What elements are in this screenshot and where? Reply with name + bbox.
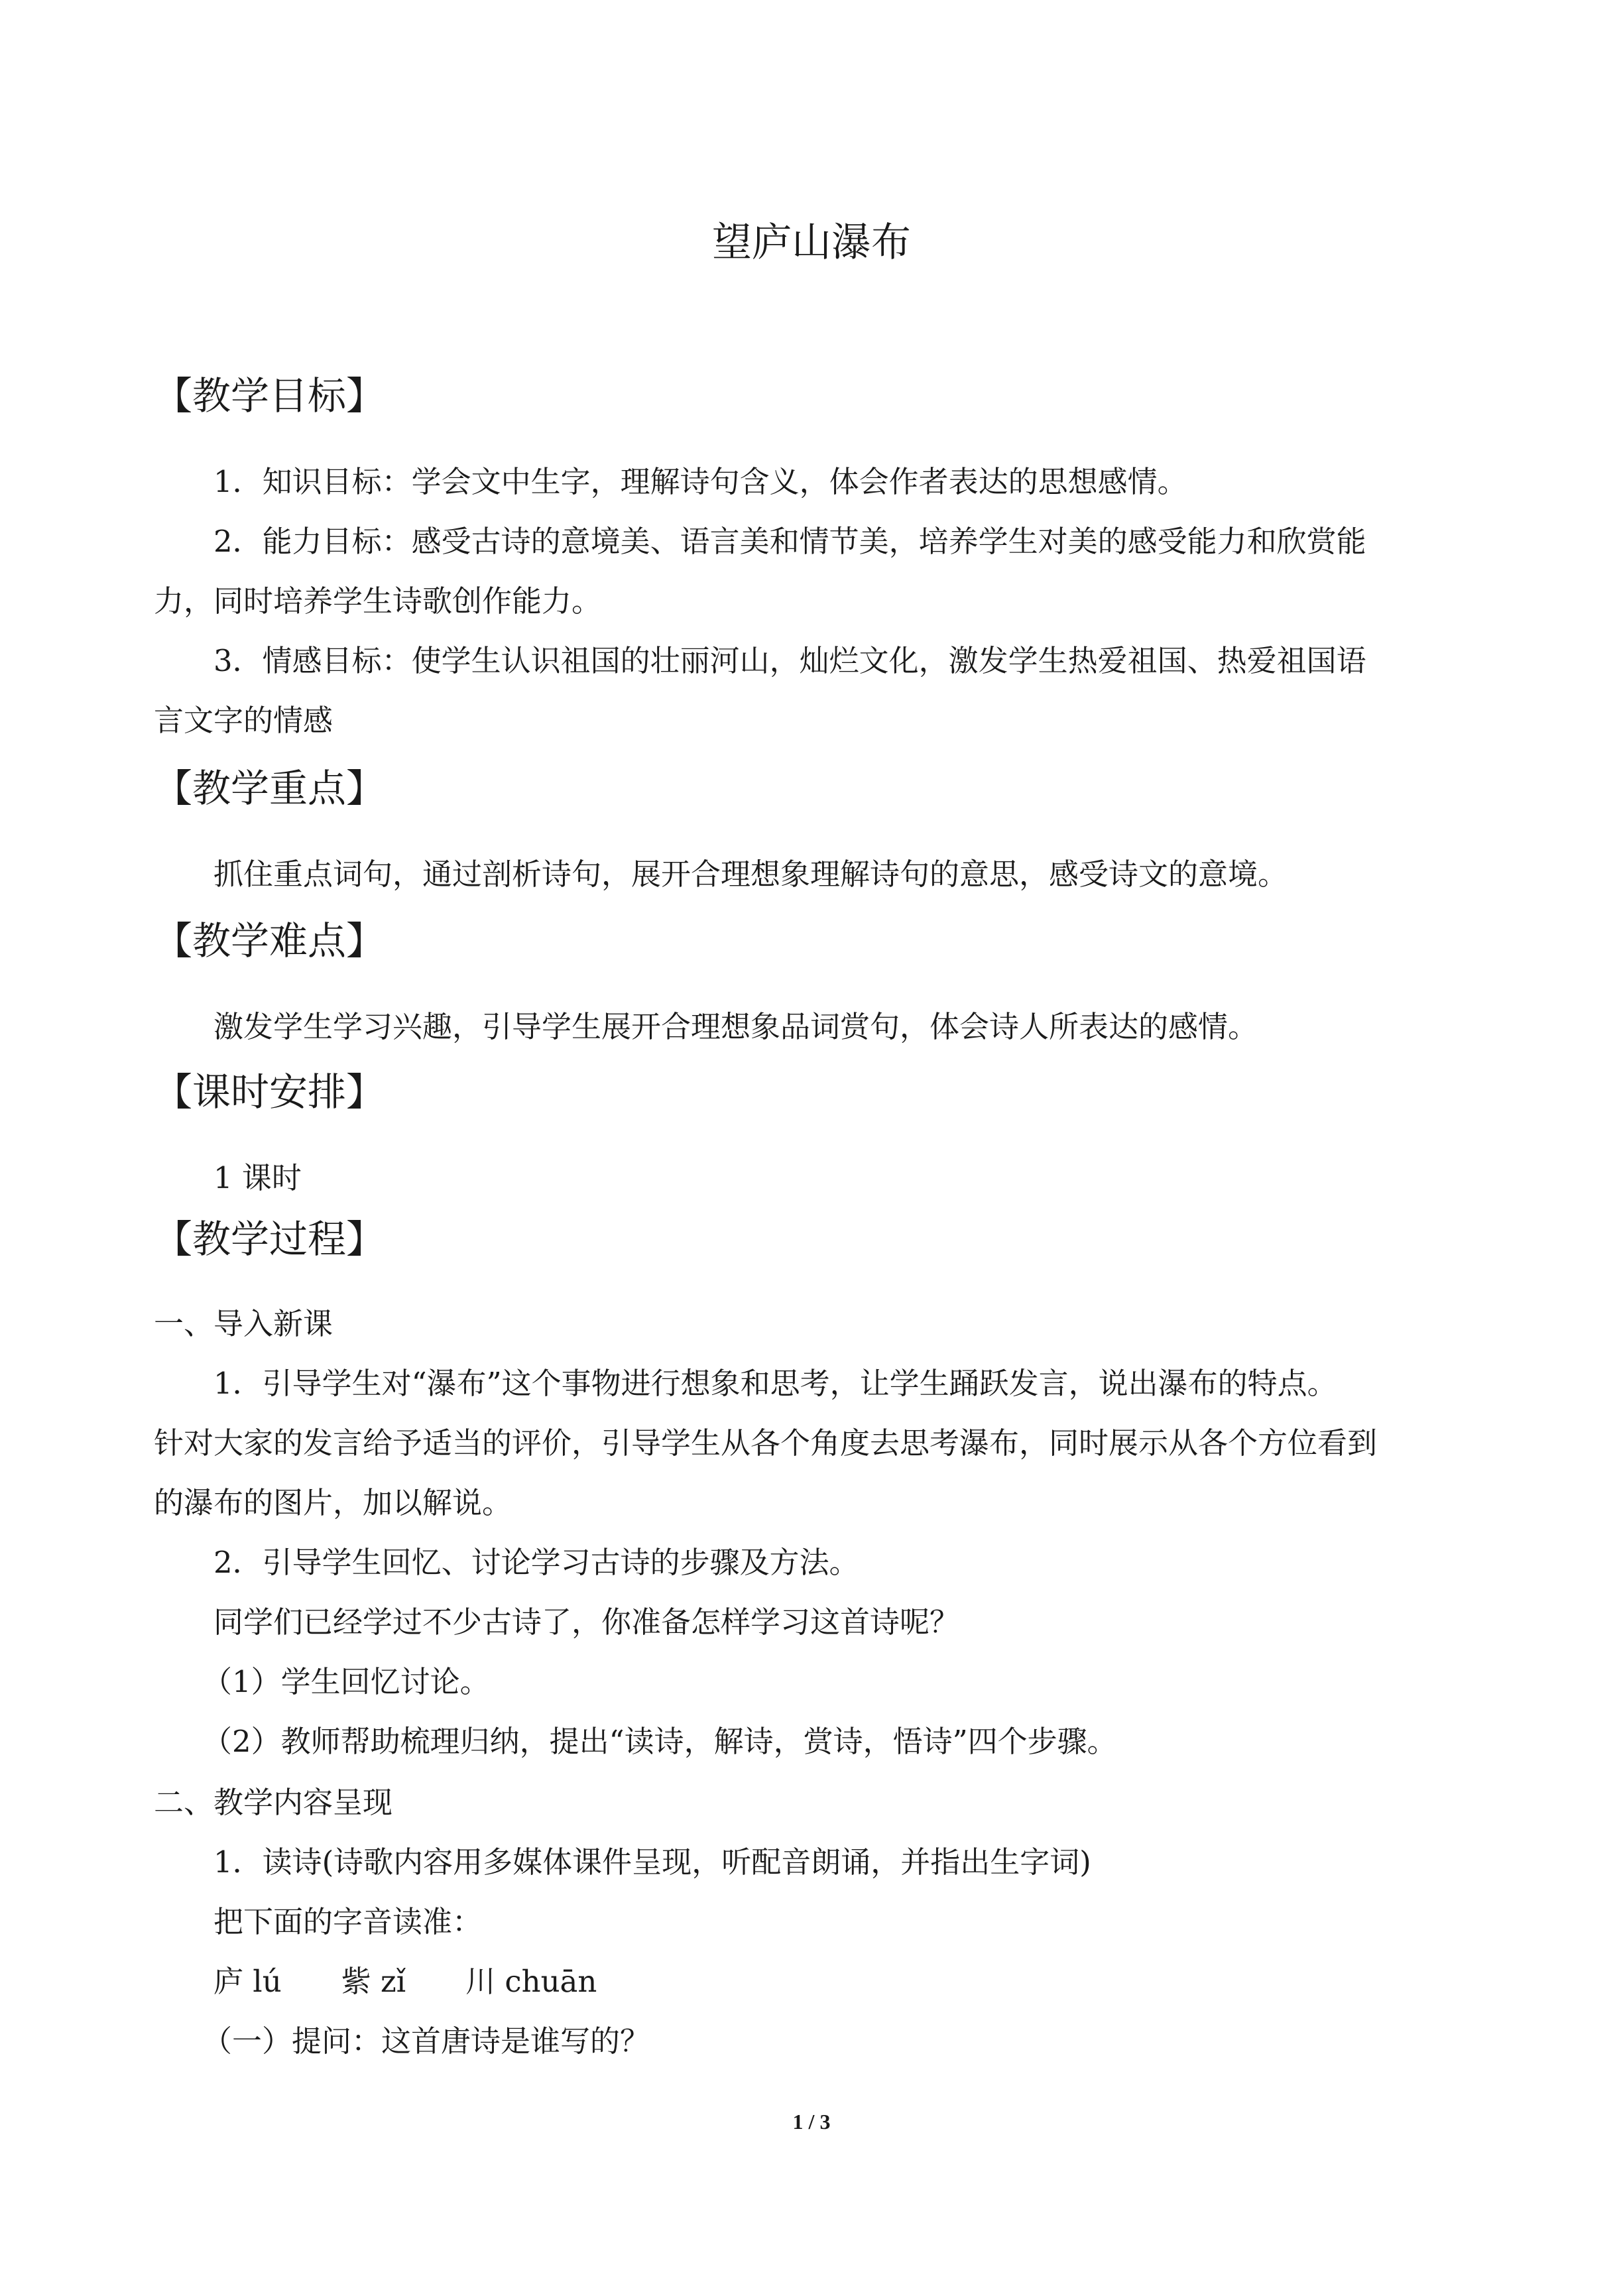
heading-process: 【教学过程】: [154, 1217, 385, 1262]
goal-emotion-cont: 言文字的情感: [154, 703, 333, 738]
heading-schedule: 【课时安排】: [154, 1069, 385, 1115]
goal-ability: 2．能力目标：感受古诗的意境美、语言美和情节美，培养学生对美的感受能力和欣赏能: [213, 524, 1366, 559]
process-line: 针对大家的发言给予适当的评价，引导学生从各个角度去思考瀑布，同时展示从各个方位看到: [154, 1425, 1378, 1461]
heading-teaching-goals: 【教学目标】: [154, 373, 385, 418]
page-number: 1 / 3: [792, 2110, 831, 2134]
process-line: 同学们已经学过不少古诗了，你准备怎样学习这首诗呢？: [213, 1604, 960, 1640]
difficulties-text: 激发学生学习兴趣，引导学生展开合理想象品词赏句，体会诗人所表达的感情。: [213, 1009, 1258, 1044]
process-line: （1）学生回忆讨论。: [202, 1664, 490, 1699]
process-line: 的瀑布的图片，加以解说。: [154, 1485, 512, 1520]
process-line: 1．引导学生对“瀑布”这个事物进行想象和思考，让学生踊跃发言，说出瀑布的特点。: [213, 1366, 1337, 1401]
heading-key-points: 【教学重点】: [154, 766, 385, 811]
process-line: 把下面的字音读准：: [213, 1904, 483, 1939]
goal-emotion: 3．情感目标：使学生认识祖国的壮丽河山，灿烂文化，激发学生热爱祖国、热爱祖国语: [213, 643, 1366, 678]
process-line: （一）提问：这首唐诗是谁写的？: [202, 2024, 650, 2059]
heading-difficulties: 【教学难点】: [154, 918, 385, 963]
process-line: 1．读诗(诗歌内容用多媒体课件呈现，听配音朗诵，并指出生字词): [213, 1844, 1091, 1880]
process-part2-title: 二、教学内容呈现: [154, 1785, 393, 1820]
pinyin-line: 庐 lú 紫 zǐ 川 chuān: [213, 1964, 597, 1999]
schedule-text: 1 课时: [213, 1160, 302, 1195]
goal-knowledge: 1．知识目标：学会文中生字，理解诗句含义，体会作者表达的思想感情。: [213, 464, 1187, 499]
process-line: 2．引导学生回忆、讨论学习古诗的步骤及方法。: [213, 1545, 859, 1580]
page-title: 望庐山瀑布: [712, 219, 911, 266]
process-part1-title: 一、导入新课: [154, 1306, 333, 1341]
key-points-text: 抓住重点词句，通过剖析诗句，展开合理想象理解诗句的意思，感受诗文的意境。: [213, 857, 1288, 892]
goal-ability-cont: 力，同时培养学生诗歌创作能力。: [154, 583, 602, 619]
process-line: （2）教师帮助梳理归纳，提出“读诗，解诗，赏诗，悟诗”四个步骤。: [202, 1724, 1117, 1759]
